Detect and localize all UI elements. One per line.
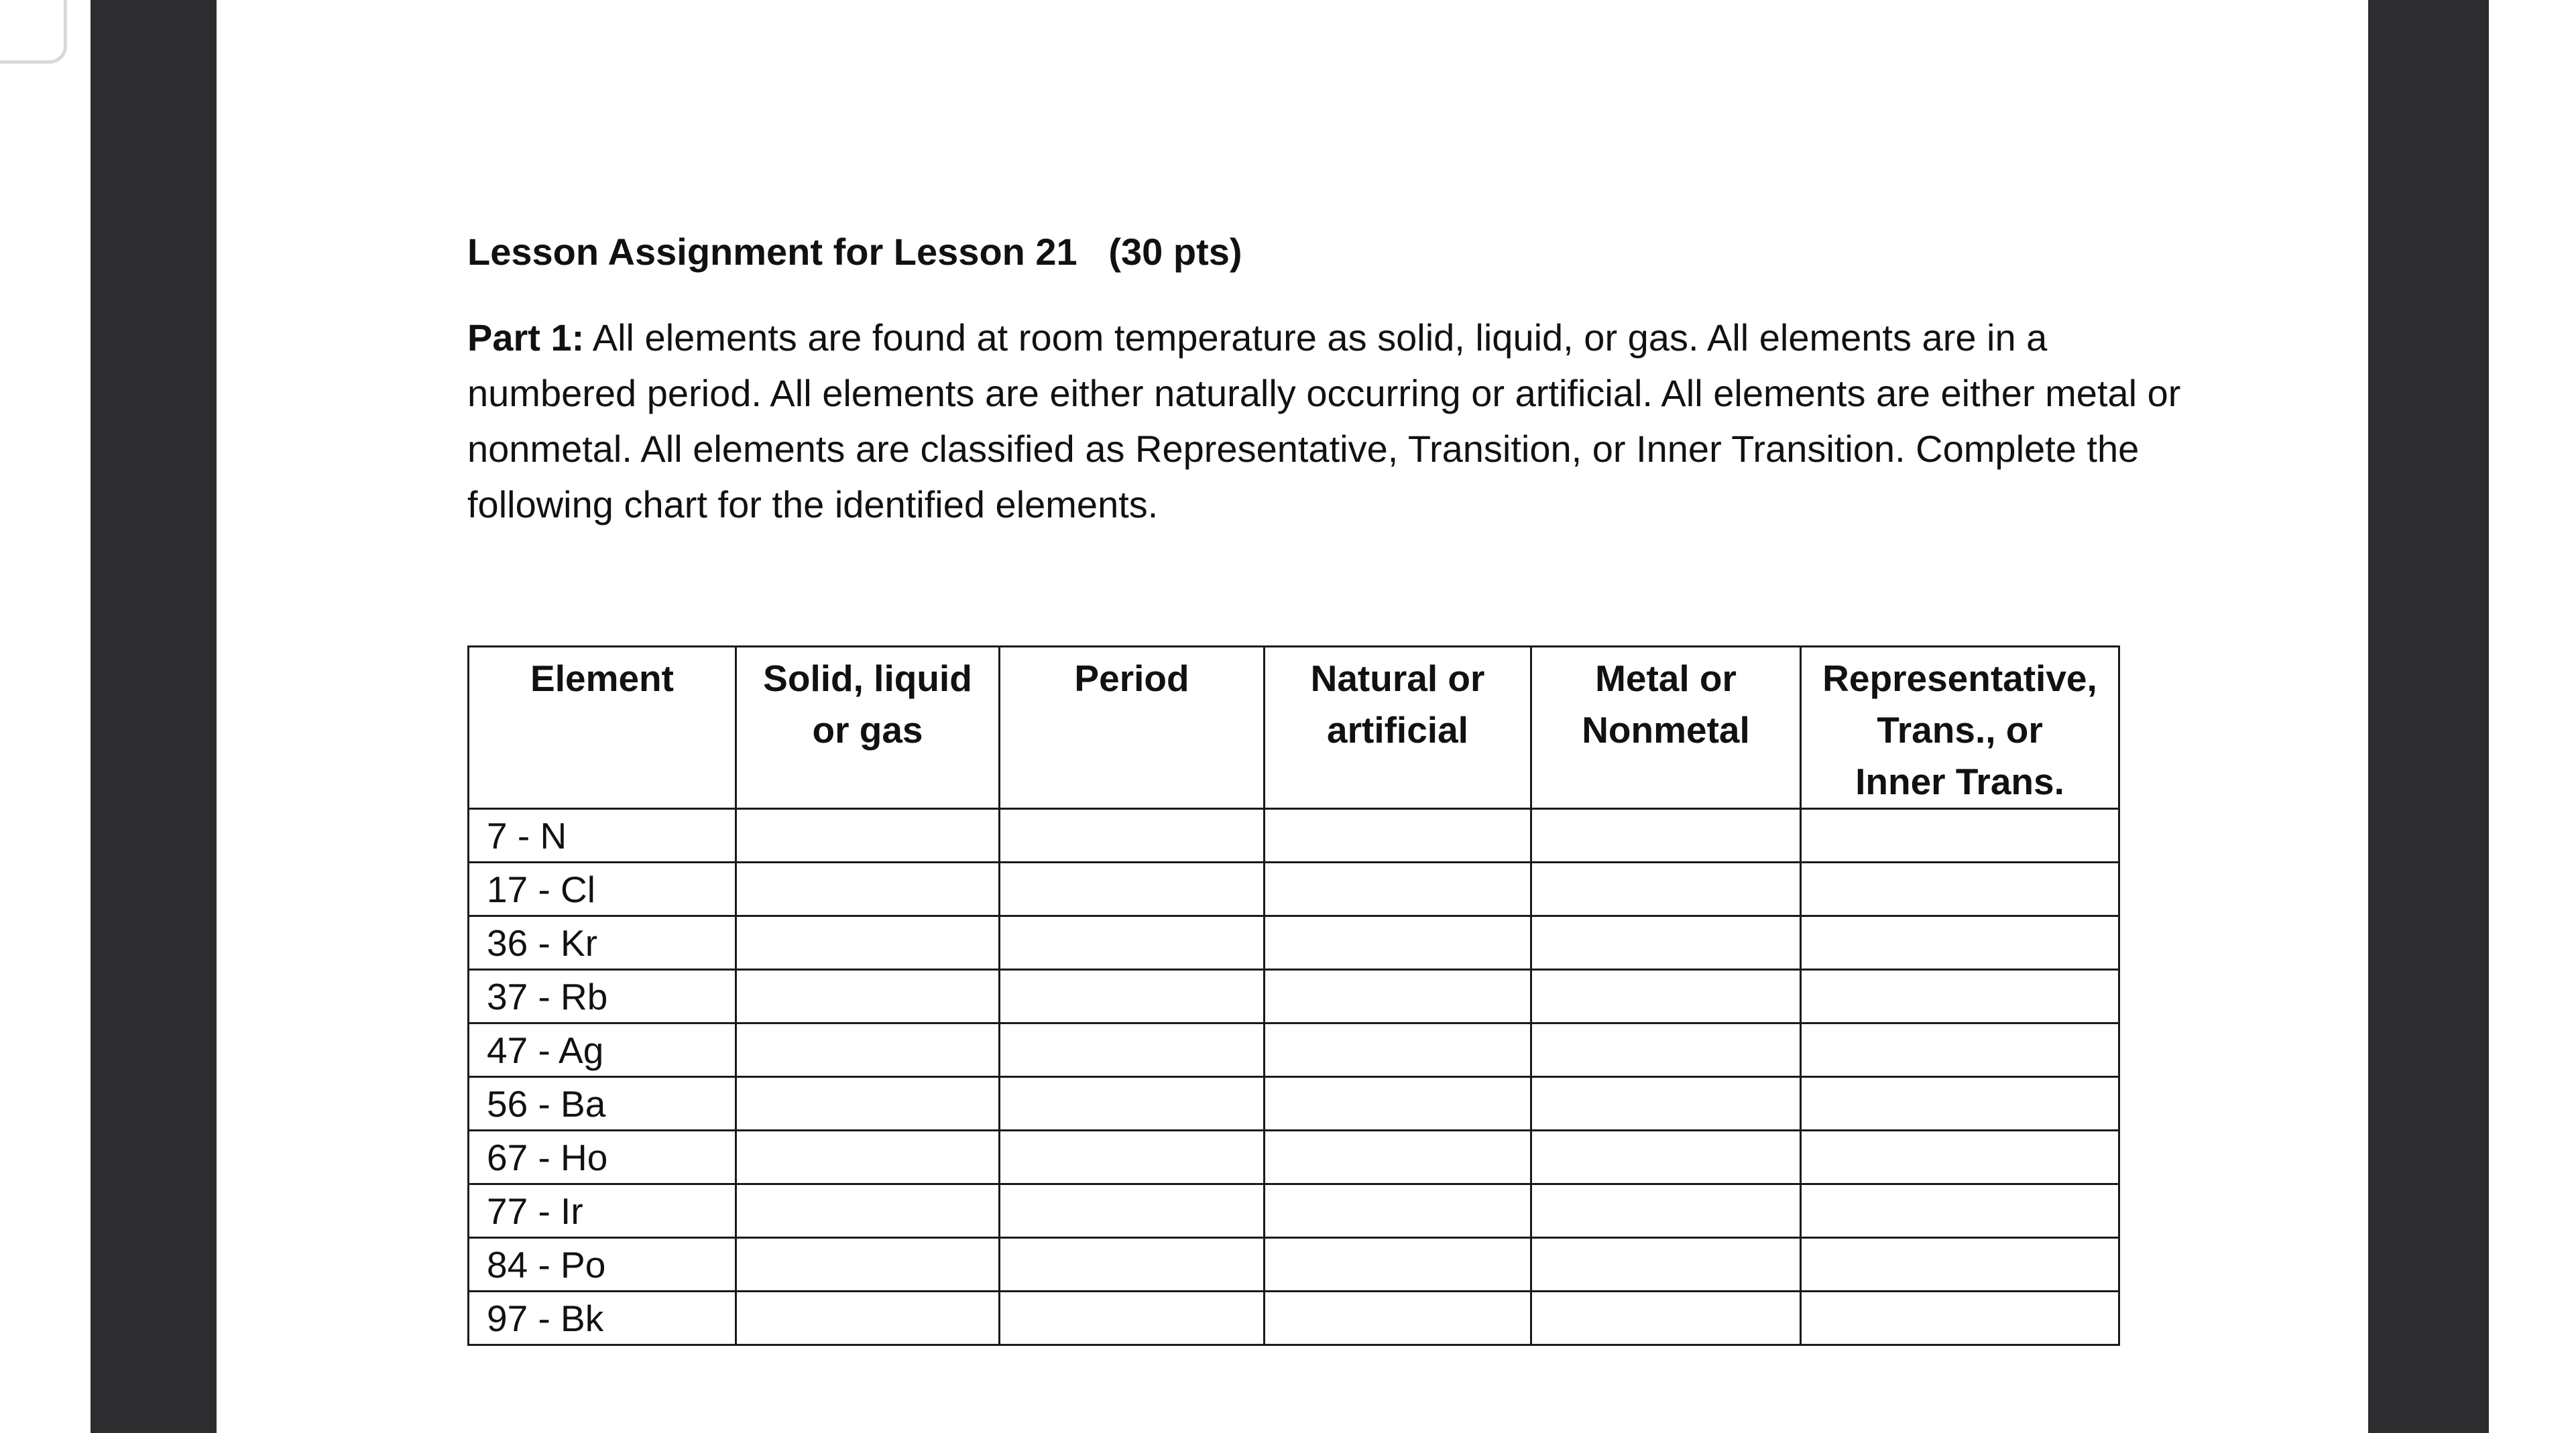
metal-cell	[1531, 1077, 1801, 1131]
table-header-row	[469, 647, 2119, 809]
metal-cell	[1531, 916, 1801, 970]
header-metal-nonmetal: Metal or Nonmetal	[1531, 647, 1801, 809]
metal-cell	[1531, 1023, 1801, 1077]
period-cell	[1000, 970, 1265, 1023]
origin-cell	[1265, 1077, 1531, 1131]
state-cell	[736, 1077, 1000, 1131]
table-row	[469, 1184, 2119, 1238]
element-chart-table	[467, 645, 2120, 1346]
part-label: Part 1:	[467, 316, 585, 359]
right-margin-panel	[2368, 0, 2489, 1433]
table-row	[469, 1077, 2119, 1131]
period-cell	[1000, 1131, 1265, 1184]
classification-cell	[1801, 1292, 2119, 1345]
metal-cell	[1531, 1184, 1801, 1238]
document-page	[217, 0, 2368, 1433]
metal-cell	[1531, 1292, 1801, 1345]
element-cell: 17 - Cl	[469, 863, 736, 916]
header-classification: Representative, Trans., or Inner Trans.	[1801, 647, 2119, 809]
state-cell	[736, 1023, 1000, 1077]
element-cell: 84 - Po	[469, 1238, 736, 1292]
element-cell: 37 - Rb	[469, 970, 736, 1023]
origin-cell	[1265, 970, 1531, 1023]
table-row	[469, 1023, 2119, 1077]
origin-cell	[1265, 916, 1531, 970]
metal-cell	[1531, 970, 1801, 1023]
table-row	[469, 970, 2119, 1023]
metal-cell	[1531, 863, 1801, 916]
classification-cell	[1801, 1238, 2119, 1292]
classification-cell	[1801, 1131, 2119, 1184]
table-row	[469, 1238, 2119, 1292]
classification-cell	[1801, 1077, 2119, 1131]
origin-cell	[1265, 1131, 1531, 1184]
period-cell	[1000, 1077, 1265, 1131]
period-cell	[1000, 1184, 1265, 1238]
assignment-title: Lesson Assignment for Lesson 21 (30 pts)	[467, 231, 1242, 273]
element-cell: 97 - Bk	[469, 1292, 736, 1345]
origin-cell	[1265, 1023, 1531, 1077]
classification-cell	[1801, 970, 2119, 1023]
classification-cell	[1801, 809, 2119, 863]
period-cell	[1000, 1238, 1265, 1292]
period-cell	[1000, 809, 1265, 863]
origin-cell	[1265, 863, 1531, 916]
metal-cell	[1531, 809, 1801, 863]
instructions-text: All elements are found at room temperature as solid, liquid, or gas. All elements are in a numbered period. All elements are either naturally occurring or artificial. All elements are either metal or nonmetal. All elements are classified as Representative, Transition, or Inner Transition. Complete the following chart for the identified elements.	[467, 316, 2181, 525]
element-cell: 7 - N	[469, 809, 736, 863]
table-row	[469, 809, 2119, 863]
state-cell	[736, 1238, 1000, 1292]
left-margin-panel	[91, 0, 217, 1433]
state-cell	[736, 1184, 1000, 1238]
table-body	[469, 809, 2119, 1345]
period-cell	[1000, 916, 1265, 970]
metal-cell	[1531, 1131, 1801, 1184]
table-row	[469, 1131, 2119, 1184]
element-cell: 56 - Ba	[469, 1077, 736, 1131]
element-cell: 47 - Ag	[469, 1023, 736, 1077]
state-cell	[736, 916, 1000, 970]
element-cell: 67 - Ho	[469, 1131, 736, 1184]
origin-cell	[1265, 1238, 1531, 1292]
table-row	[469, 863, 2119, 916]
element-cell: 36 - Kr	[469, 916, 736, 970]
element-cell: 77 - Ir	[469, 1184, 736, 1238]
metal-cell	[1531, 1238, 1801, 1292]
header-state: Solid, liquid or gas	[736, 647, 1000, 809]
header-natural-artificial: Natural or artificial	[1265, 647, 1531, 809]
origin-cell	[1265, 1292, 1531, 1345]
classification-cell	[1801, 1184, 2119, 1238]
origin-cell	[1265, 1184, 1531, 1238]
header-element: Element	[469, 647, 736, 809]
origin-cell	[1265, 809, 1531, 863]
table-row	[469, 916, 2119, 970]
state-cell	[736, 863, 1000, 916]
window-corner-button[interactable]	[0, 0, 67, 64]
state-cell	[736, 1292, 1000, 1345]
period-cell	[1000, 863, 1265, 916]
period-cell	[1000, 1292, 1265, 1345]
state-cell	[736, 809, 1000, 863]
classification-cell	[1801, 1023, 2119, 1077]
state-cell	[736, 970, 1000, 1023]
state-cell	[736, 1131, 1000, 1184]
classification-cell	[1801, 916, 2119, 970]
period-cell	[1000, 1023, 1265, 1077]
instructions-paragraph	[467, 310, 2184, 532]
table-row	[469, 1292, 2119, 1345]
header-period: Period	[1000, 647, 1265, 809]
classification-cell	[1801, 863, 2119, 916]
